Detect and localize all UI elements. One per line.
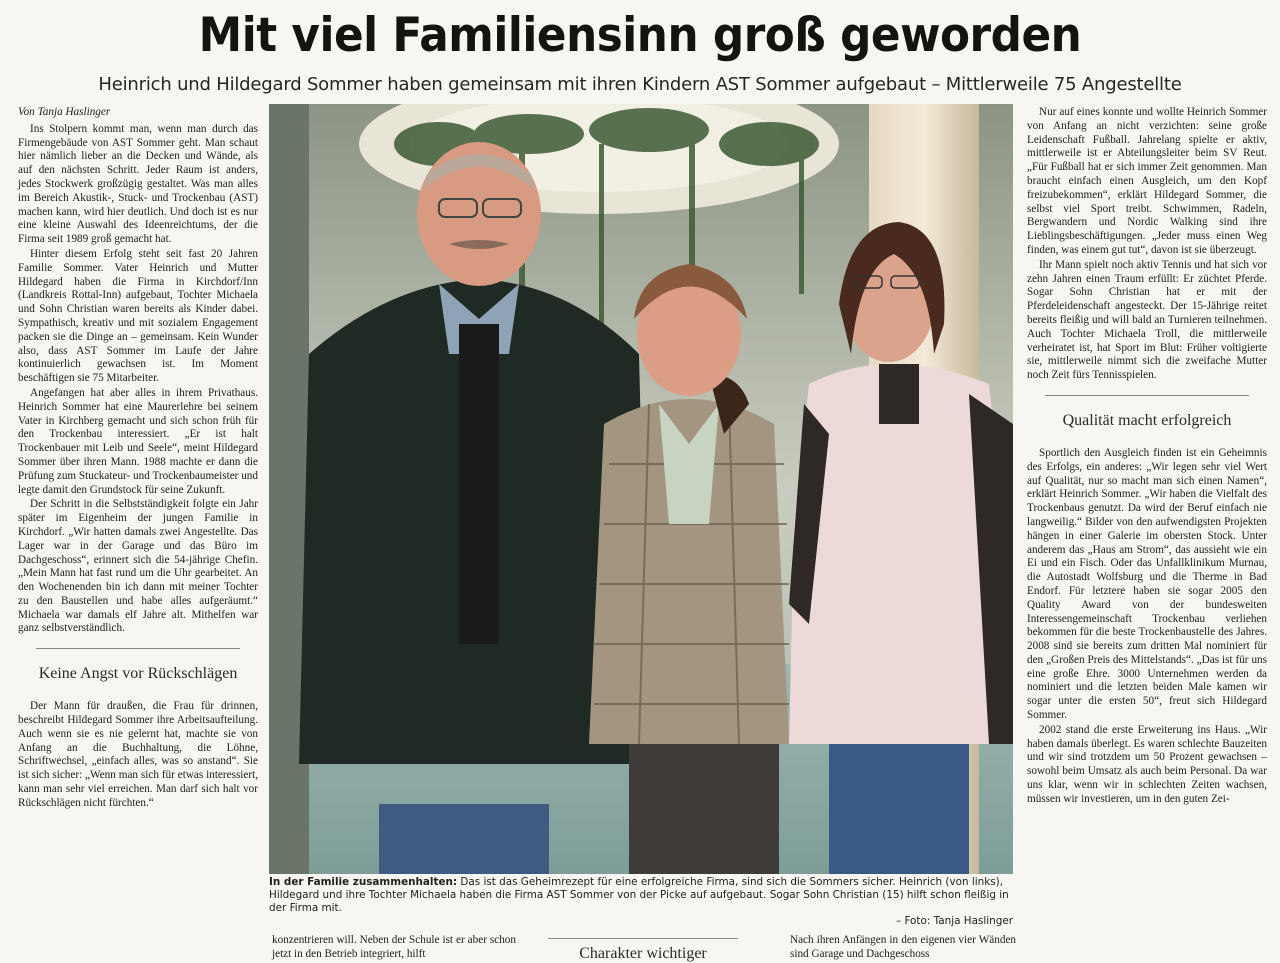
right-column bbox=[1027, 106, 1267, 807]
paragraph: Hinter diesem Erfolg steht seit fast 20 Jahren Familie Sommer. Vater Heinrich und Mutter Hildegard haben die Firma in Kirchdorf/Inn (Landkreis Rottal-Inn) aufgebaut, Tochter Michaela und Sohn Christian waren bereits als Kinder dabei. Sympathisch, kreativ und mit sozialem Engagement packen sie die Dinge an – gemeinsam. Kein Wunder also, dass AST Sommer im Laufe der Jahre kontinuierlich gewachsen ist. Im Moment beschäftigen sie 75 Mitarbeiter. bbox=[18, 247, 258, 385]
photo-caption bbox=[269, 876, 1013, 928]
paragraph: Nur auf eines konnte und wollte Heinrich Sommer von Anfang an nicht verzichten: seine große Leidenschaft Fußball. Jahrelang spielte er aktiv, mittlerweile ist er Abteilungsleiter beim SV Reut. „Für Fußball hat er sich immer Zeit genommen. Man braucht einfach einen Ausgleich, um den Kopf freizubekommen“, erklärt Hildegard Sommer, die selbst viel Sport treibt. Schwimmen, Radeln, Bergwandern und Nordic Walking sind ihre Lieblingsbeschäftigungen. „Jeder muss einen Weg finden, was einem gut tut“, davon ist sie überzeugt. bbox=[1027, 106, 1267, 256]
interhead-right: Qualität macht erfolgreich bbox=[1045, 395, 1249, 431]
subheadline: Heinrich und Hildegard Sommer haben gemeinsam mit ihren Kindern AST Sommer aufgebaut – Mittlerweile 75 Angestellte bbox=[98, 74, 1182, 95]
caption-text: Das ist das Geheimrezept für eine erfolgreiche Firma, sind sich die Sommers sicher. Heinrich (von links), Hildegard und ihre Tochter Michaela haben die Firma AST Sommer von der Picke auf aufgebaut. Sogar Sohn Christian (15) hilft schon fleißig in der Firma mit. bbox=[269, 876, 1009, 914]
byline: Von Tanja Haslinger bbox=[18, 106, 111, 118]
photo-credit: – Foto: Tanja Haslinger bbox=[895, 915, 1013, 927]
interhead-bottom: Charakter wichtiger bbox=[548, 938, 738, 963]
caption-lead: In der Familie zusammenhalten: bbox=[269, 876, 458, 888]
family-photo bbox=[269, 104, 1013, 874]
paragraph: Der Mann für draußen, die Frau für drinnen, beschreibt Hildegard Sommer ihre Arbeitsaufteilung. Auch wenn sie es nie gelernt hat, machte sie von Anfang an die Buchhaltung, die Löhne, Schriftwechsel, „einfach alles, was so anstand“. Sie ist sich sicher: „Wenn man sich für etwas interessiert, kann man sehr viel erreichen. Man darf sich halt vor Rückschlägen nicht fürchten.“ bbox=[18, 700, 258, 809]
interhead-left: Keine Angst vor Rückschlägen bbox=[36, 648, 240, 684]
left-column bbox=[18, 106, 258, 811]
family-photo-illustration bbox=[269, 104, 1013, 874]
paragraph: Angefangen hat aber alles in ihrem Privathaus. Heinrich Sommer hat eine Maurerlehre bei seinem Vater in Kirchberg gemacht und sich schon früh für den Trockenbau interessiert. „Er ist halt Trockenbauer mit Leib und Seele“, meint Hildegard Sommer über ihren Mann. 1988 machte er dann die Prüfung zum Stuckateur- und Trockenbaumeister und legte damit den Grundstock für seine Zukunft. bbox=[18, 386, 258, 496]
paragraph: Ins Stolpern kommt man, wenn man durch das Firmengebäude von AST Sommer geht. Man schaut hier nämlich lieber an die Decken und Wände, als auf den nächsten Schritt. Jeder Raum ist anders, jedes Stockwerk großzügig gestaltet. Was man alles im Bereich Akustik-, Stuck- und Trockenbau (AST) machen kann, wird hier deutlich. Und doch ist es nur eine kleine Auswahl des Ideenreichtums, der die Firma seit 1989 groß gemacht hat. bbox=[18, 122, 258, 246]
paragraph: Ihr Mann spielt noch aktiv Tennis und hat sich vor zehn Jahren einen Traum erfüllt: Er züchtet Pferde. Sogar Sohn Christian hat er mit der Pferdeleidenschaft angesteckt. Der 15-Jährige reitet bereits fleißig und will bald an Turnieren teilnehmen. Auch Tochter Michaela Troll, die mittlerweile verheiratet ist, hat Sport im Blut: Früher voltigierte sie, mittlerweile nimmt sich die zweifache Mutter noch Zeit fürs Tennisspielen. bbox=[1027, 258, 1267, 382]
headline: Mit viel Familiensinn groß geworden bbox=[198, 8, 1082, 63]
paragraph: Der Schritt in die Selbstständigkeit folgte ein Jahr später im Eigenheim der jungen Familie in Kirchdorf. „Wir hatten damals zwei Angestellte. Das Lager war in der Garage und das Büro im Dachgeschoss“, erinnert sich die 54-jährige Chefin. „Mein Mann hat fast rund um die Uhr gearbeitet. An den Wochenenden bin ich dann mit meiner Tochter zu den Baustellen und habe alles aufgeräumt.“ Michaela war damals elf Jahre alt. Mithelfen war ganz selbstverständlich. bbox=[18, 498, 258, 635]
paragraph: 2002 stand die erste Erweiterung ins Haus. „Wir haben damals überlegt. Es waren schlechte Bauzeiten und wir sind trotzdem um 50 Prozent gewachsen – sowohl beim Umsatz als auch beim Personal. Da war uns klar, wenn wir in schlechten Zeiten wachsen, müssen wir investieren, um in den guten Zei- bbox=[1027, 723, 1267, 805]
continuation-fragment: Nach ihren Anfängen in den eigenen vier Wänden sind Garage und Dachgeschoss bbox=[790, 934, 1016, 960]
continuation-fragment: konzentrieren will. Neben der Schule ist er aber schon jetzt in den Betrieb integriert, hilft bbox=[272, 934, 516, 960]
paragraph: Sportlich den Ausgleich finden ist ein Geheimnis des Erfolgs, ein anderes: „Wir legen sehr viel Wert auf Qualität, nur so macht man sich einen Namen“, erklärt Heinrich Sommer. „Wir haben die Vielfalt des Trockenbaus genutzt. Da wird der Beruf einfach nie langweilig.“ Bilder von den aufwendigsten Projekten hängen in einer Galerie im obersten Stock. Unter anderem das „Haus am Strom“, das aussieht wie ein Ei und ein Fisch. Oder das Unfallklinikum Murnau, die Autostadt Wolfsburg und die Therme in Bad Endorf. Für letztere haben sie sogar 2005 den Quality Award von der bundesweiten Interessengemeinschaft Trockenbau verliehen bekommen für die beste Trockenbaustelle des Jahres. 2008 sind sie bereits zum dritten Mal nominiert für den „Großen Preis des Mittelstands“. „Das ist für uns eine große Ehre. 3000 Unternehmen werden da nominiert und die letzten beiden Male kamen wir sogar unter die ersten 50“, freut sich Hildegard Sommer. bbox=[1027, 446, 1267, 722]
